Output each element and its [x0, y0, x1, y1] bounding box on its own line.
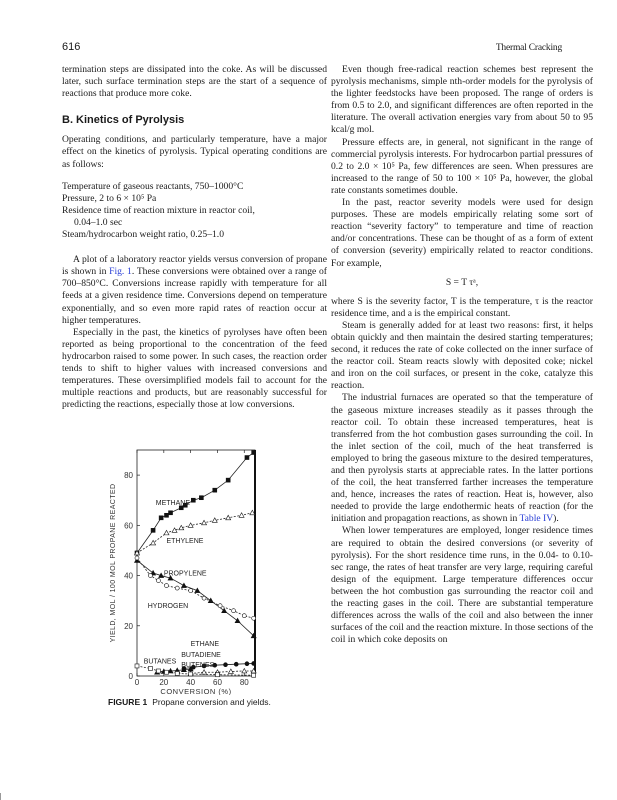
- data-point-methane: [191, 498, 195, 502]
- data-point-hydrogen: [156, 579, 160, 583]
- paragraph: where S is the severity factor, T is the temperature, τ is the reactor residence time, and a is the empirical constant.: [331, 295, 593, 319]
- series-label-butenes: BUTENES: [181, 662, 215, 670]
- data-point-butanes: [189, 672, 193, 676]
- paragraph: termination steps are dissipated into the coke. As will be discussed later, such surface termination steps are the start of a sequence of reactions that produce more coke.: [62, 64, 327, 100]
- text: A plot of a laboratory reactor yields versus conversion of propane is shown in: [62, 254, 327, 278]
- operating-conditions-list: [62, 181, 327, 241]
- series-label-ethylene: ETHYLENE: [166, 537, 204, 545]
- y-tick-label: 40: [124, 571, 133, 581]
- data-point-butanes: [175, 671, 179, 675]
- data-point-hydrogen: [165, 584, 169, 588]
- data-point-ethylene: [151, 540, 156, 545]
- y-tick-label: 80: [124, 471, 133, 481]
- caption-label: FIGURE 1: [108, 697, 148, 707]
- data-point-ethylene: [202, 520, 207, 525]
- data-point-butanes: [156, 669, 160, 673]
- severity-formula: S = T τᵃ,: [445, 276, 479, 288]
- page-number: 616: [62, 41, 81, 53]
- data-point-ethylene: [188, 523, 193, 528]
- data-point-methane: [245, 456, 249, 460]
- paragraph: Steam is generally added for at least two reasons: first, it helps obtain quickly and then maintain the desired starting temperatures; second, it reduces the rate of coke collected on the inner surface of the reactor coil. Steam reacts slowly with deposited coke; nickel and iron on the coil surfaces, or present in the coke, catalyze this reaction.: [331, 319, 593, 392]
- data-point-propylene: [208, 598, 213, 603]
- list-item: Residence time of reaction mixture in reactor coil,: [62, 204, 255, 216]
- table-link[interactable]: Table IV: [519, 513, 554, 525]
- series-label-butadiene: BUTADIENE: [181, 652, 221, 660]
- data-point-methane: [199, 496, 203, 500]
- scan-edge-mark: [0, 793, 1, 800]
- data-point-hydrogen: [175, 586, 179, 590]
- data-point-methane: [151, 528, 155, 532]
- data-point-butanes: [148, 666, 152, 670]
- data-point-ethane: [252, 661, 256, 665]
- data-point-ethylene: [212, 518, 217, 523]
- x-tick-label: 20: [159, 678, 169, 687]
- data-point-hydrogen: [148, 574, 152, 578]
- paragraph: Even though free-radical reaction schemes best represent the pyrolysis mechanisms, simple nth-order models for the pyrolysis of the lighter feedstocks have been proposed. The range of orders is from 0.5 to 2.0, and significant differences are often reported in the literature. The overall activation energies vary from about 50 to 95 kcal/g mol.: [331, 64, 593, 136]
- list-item: Pressure, 2 to 6 × 10⁵ Pa: [62, 192, 157, 204]
- data-point-hydrogen: [189, 589, 193, 593]
- x-tick-label: 0: [134, 678, 140, 687]
- x-tick-label: 80: [239, 678, 249, 687]
- data-point-hydrogen: [242, 614, 246, 618]
- paragraph: In the past, reactor severity models were used for design purposes. These are models empirically relating some sort of reaction “severity factory” to temperature and time of reaction and/or concentrations. These can be thought of as a form of extent of conversion (severity) empirically related to reactor conditions. For example,: [331, 197, 593, 269]
- left-column: [62, 64, 327, 411]
- data-point-hydrogen: [202, 596, 206, 600]
- data-point-butadiene: [242, 668, 247, 673]
- data-point-butanes: [252, 673, 256, 677]
- data-point-propylene: [235, 618, 240, 623]
- y-axis-label: YIELD, MOL / 100 MOL PROPANE REACTED: [110, 483, 117, 643]
- data-point-methane: [213, 488, 217, 492]
- figure-caption: [108, 697, 271, 707]
- data-point-methane: [169, 511, 173, 515]
- list-item: 0.04–1.0 sec: [74, 216, 123, 228]
- data-point-butanes: [215, 673, 219, 677]
- paragraph: Operating conditions, and particularly temperature, have a major effect on the kinetics of pyrolysis. Typical operating conditions are as follows:: [62, 134, 327, 170]
- right-column: [331, 64, 593, 646]
- data-point-hydrogen: [218, 604, 222, 608]
- data-point-hydrogen: [252, 616, 256, 620]
- y-tick-label: 20: [124, 621, 133, 631]
- data-point-hydrogen: [135, 556, 139, 560]
- section-heading: B. Kinetics of Pyrolysis: [62, 114, 185, 127]
- data-point-methane: [159, 516, 163, 520]
- list-item: Temperature of gaseous reactants, 750–1000°C: [62, 180, 244, 192]
- series-label-hydrogen: HYDROGEN: [147, 603, 189, 611]
- data-point-ethane: [224, 663, 228, 667]
- data-point-ethylene: [226, 515, 231, 520]
- figure-link[interactable]: Fig. 1: [109, 266, 132, 278]
- data-point-ethylene: [164, 530, 169, 535]
- data-point-methane: [252, 451, 256, 455]
- paragraph: When lower temperatures are employed, longer residence times are required to obtain the desired conversions (or severity of pyrolysis). For the short residence time runs, in the 0.04- to 0.10-sec range, the rates of heat transfer are very large, requiring careful design of the equipment. Large temperature differences occur between the hot combustion gas surrounding the reactor coil and the reacting gases in the coil. There are substantial temperature differences across the walls of the coil and also between the inner surfaces of the coil and the reaction mixture. In those sections of the coil in which coke deposits on: [331, 525, 593, 646]
- data-point-ethylene: [239, 513, 244, 518]
- x-tick-label: 40: [186, 678, 196, 687]
- y-tick-label: 0: [128, 672, 133, 681]
- paragraph: Pressure effects are, in general, not significant in the range of commercial pyrolysis interests. For hydrocarbon partial pressures of 0.2 to 2.0 × 10⁵ Pa, few differences are seen. When pressures are increased to the range of 50 to 100 × 10⁵ Pa, however, the global rate constants sometimes double.: [331, 136, 593, 196]
- text: . These conversions were obtained over a range of 700–850°C. Conversions increase rapidly with temperature for all feeds at a given residence time. Conversions depend on temperature exponentially, and so even more rapid rates of reaction occur at higher temperatures.: [62, 266, 327, 326]
- data-point-butanes: [135, 664, 139, 668]
- y-tick-label: 60: [124, 521, 133, 531]
- paragraph: [331, 392, 593, 525]
- data-point-ethane: [245, 662, 249, 666]
- caption-text: Propane conversion and yields.: [152, 697, 271, 707]
- data-point-methane: [226, 478, 230, 482]
- data-point-propylene: [222, 608, 227, 613]
- series-label-methane: METHANE: [155, 500, 191, 508]
- figure-1: [96, 445, 296, 705]
- series-label-butanes: BUTANES: [143, 658, 177, 666]
- text: ).: [553, 513, 559, 525]
- list-item: Steam/hydrocarbon weight ratio, 0.25–1.0: [62, 229, 224, 241]
- x-tick-label: 60: [213, 678, 222, 687]
- paragraph: [62, 254, 327, 327]
- data-point-butanes: [165, 670, 169, 674]
- data-point-ethane: [234, 662, 238, 666]
- data-point-propylene: [181, 583, 186, 588]
- propane-yield-chart: [96, 445, 296, 695]
- paragraph: Especially in the past, the kinetics of pyrolyses have often been reported as being proportional to the concentration of the feed hydrocarbon raised to some power. In such cases, the reaction order tends to shift to higher values with increased conversions and temperatures. These oversimplified models fail to account for the multiple reactions and products, but are reasonably successful for predicting the reactions, especially those at low conversions.: [62, 326, 327, 411]
- series-label-ethane: ETHANE: [190, 640, 220, 648]
- series-label-propylene: PROPYLENE: [163, 570, 207, 578]
- data-point-methane: [165, 513, 169, 517]
- data-point-hydrogen: [232, 609, 236, 613]
- text: The industrial furnaces are operated so that the temperature of the gaseous mixture increases steadily as it passes through the reactor coil. To obtain these increased temperatures, heat is transferred from the hot combustion gases surrounding the coil. In the inlet section of the coil, much of the heat transferred is employed to bring the gaseous mixture to the desired temperatures, and then pyrolysis starts at appreciable rates. In the latter portions of the coil, the heat transferred farther increases the temperature and, hence, increases the rates of reaction. Heat is, however, also needed to provide the large endothermic heats of reaction (for the initiation and propagation reactions, as shown in: [331, 392, 593, 525]
- running-head: Thermal Cracking: [495, 43, 562, 53]
- x-axis-label: CONVERSION (%): [160, 687, 232, 695]
- series-line-ethylene: [137, 513, 252, 553]
